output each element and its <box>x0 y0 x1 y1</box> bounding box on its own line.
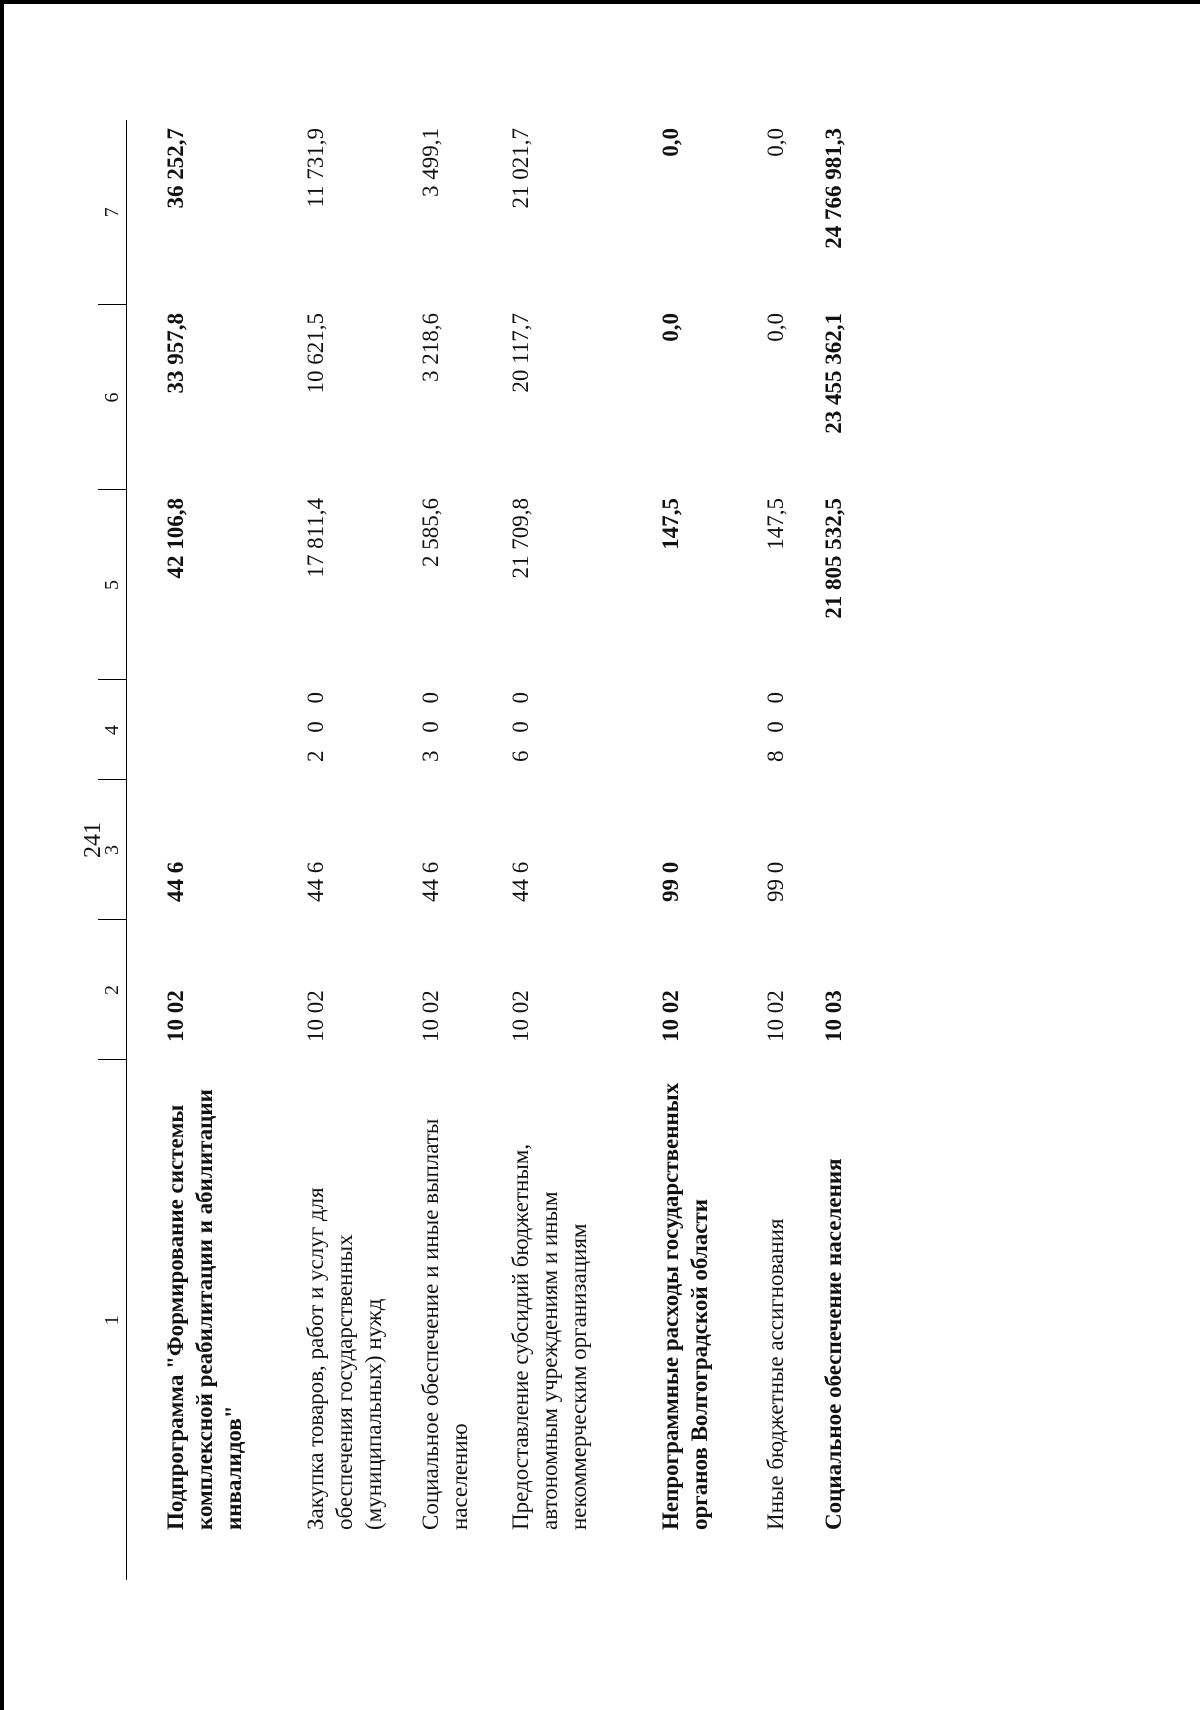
expense-type-code: 6 0 0 <box>508 686 533 762</box>
row-name: Предоставление субсидий бюджетным, автономным учреждениям и иным некоммерческим организациям <box>508 1143 591 1530</box>
column-header: 4 <box>98 680 127 780</box>
amount-col6: 10 621,5 <box>303 313 328 394</box>
section-code: 10 02 <box>303 990 328 1042</box>
column-header: 7 <box>98 120 127 305</box>
expense-type-code: 2 0 0 <box>303 686 328 762</box>
expense-type-code: 3 0 0 <box>418 686 443 762</box>
program-code: 44 6 <box>303 861 328 902</box>
budget-table <box>98 120 889 1580</box>
amount-col7: 36 252,7 <box>163 128 188 209</box>
row-name: Социальное обеспечение и иные выплаты населению <box>418 1118 472 1530</box>
table-row <box>656 120 761 1580</box>
column-header: 6 <box>98 305 127 490</box>
amount-col5: 21 805 532,5 <box>821 498 846 619</box>
program-code: 44 6 <box>508 861 533 902</box>
amount-col6: 33 957,8 <box>163 313 188 394</box>
column-header: 3 <box>98 780 127 920</box>
section-code: 10 02 <box>658 990 683 1042</box>
section-code: 10 02 <box>763 990 788 1042</box>
program-code: 44 6 <box>418 861 443 902</box>
amount-col6: 0,0 <box>763 313 788 342</box>
page-number: 241 <box>80 822 106 858</box>
program-code: 99 0 <box>763 861 788 902</box>
row-name: Непрограммные расходы государственных органов Волгоградской области <box>658 1082 712 1530</box>
expense-type-code <box>127 680 302 780</box>
program-code: 99 0 <box>658 861 683 902</box>
table-row <box>761 120 819 1580</box>
program-code <box>819 780 889 920</box>
amount-col5: 2 585,6 <box>418 498 443 567</box>
amount-col5: 147,5 <box>658 498 683 550</box>
table-row <box>506 120 656 1580</box>
amount-col7: 3 499,1 <box>418 128 443 197</box>
expense-type-code <box>819 680 889 780</box>
column-number-header <box>98 120 127 1580</box>
row-name: Социальное обеспечение населения <box>821 1158 846 1530</box>
amount-col7: 21 021,7 <box>508 128 533 209</box>
amount-col6: 20 117,7 <box>508 313 533 393</box>
amount-col6: 23 455 362,1 <box>821 313 846 434</box>
row-name: Закупка товаров, работ и услуг для обеспечения государственных (муниципальных) нужд <box>303 1187 386 1530</box>
column-header: 5 <box>98 490 127 680</box>
table-row <box>819 120 889 1580</box>
amount-col7: 0,0 <box>763 128 788 157</box>
section-code: 10 02 <box>418 990 443 1042</box>
amount-col6: 0,0 <box>658 313 683 342</box>
amount-col7: 24 766 981,3 <box>821 128 846 249</box>
amount-col5: 42 106,8 <box>163 498 188 579</box>
section-code: 10 02 <box>508 990 533 1042</box>
table-row <box>127 120 302 1580</box>
expense-type-code <box>656 680 761 780</box>
table-row <box>301 120 416 1580</box>
amount-col7: 0,0 <box>658 128 683 157</box>
table-row <box>416 120 506 1580</box>
row-name: Подпрограмма "Формирование системы комплексной реабилитации и абилитации инвалидов" <box>163 1089 246 1530</box>
amount-col5: 147,5 <box>763 498 788 550</box>
section-code: 10 03 <box>821 990 846 1042</box>
amount-col6: 3 218,6 <box>418 313 443 382</box>
expense-type-code: 8 0 0 <box>763 686 788 762</box>
program-code: 44 6 <box>163 861 188 902</box>
column-header: 2 <box>98 920 127 1060</box>
amount-col5: 17 811,4 <box>303 498 328 578</box>
amount-col5: 21 709,8 <box>508 498 533 579</box>
section-code: 10 02 <box>163 990 188 1042</box>
amount-col7: 11 731,9 <box>303 128 328 208</box>
column-header: 1 <box>98 1060 127 1580</box>
row-name: Иные бюджетные ассигнования <box>763 1218 788 1530</box>
